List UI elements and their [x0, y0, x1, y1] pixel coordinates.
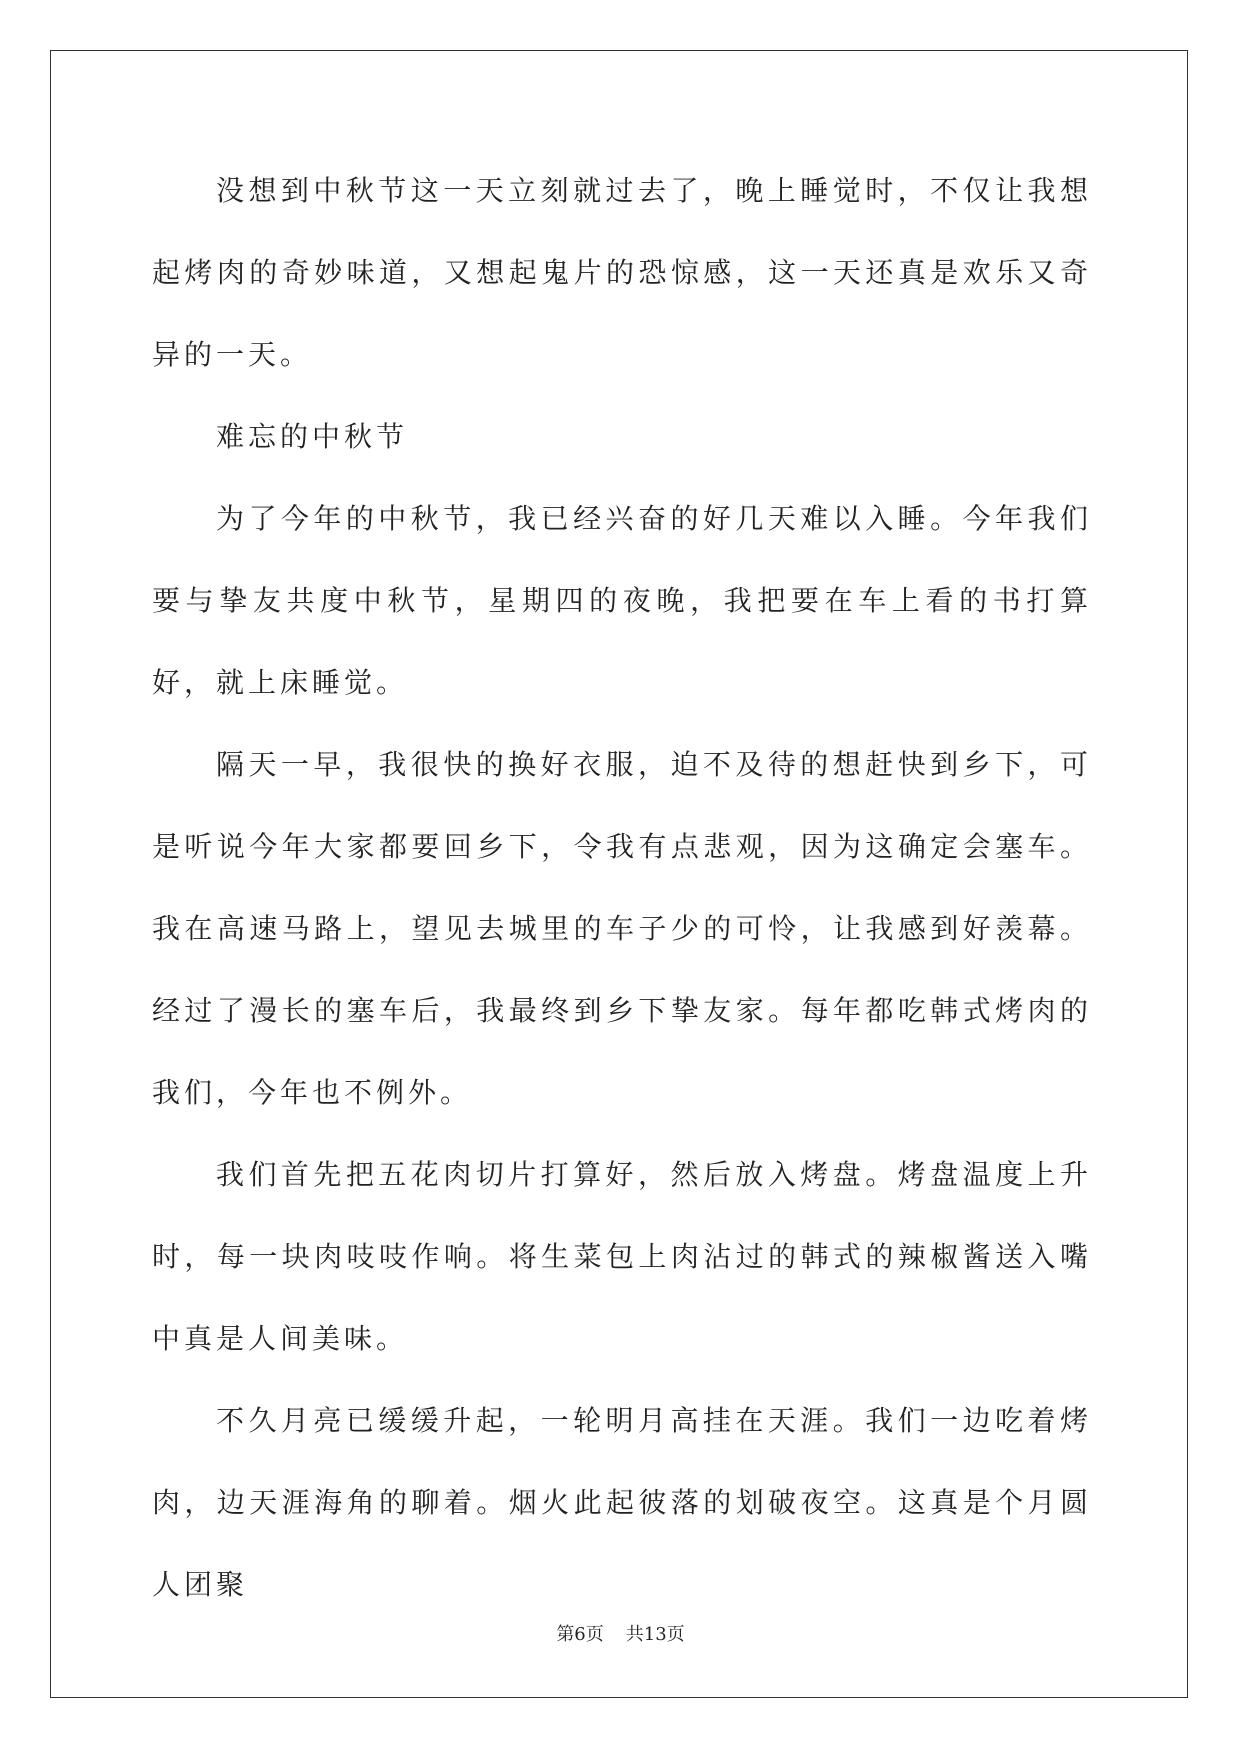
paragraph: 没想到中秋节这一天立刻就过去了，晚上睡觉时，不仅让我想起烤肉的奇妙味道，又想起鬼片的恐惊感，这一天还真是欢乐又奇异的一天。 — [152, 174, 1092, 371]
document-body — [152, 150, 1092, 1626]
page-total: 共13页 — [625, 1624, 685, 1645]
paragraph: 我们首先把五花肉切片打算好，然后放入烤盘。烤盘温度上升时，每一块肉吱吱作响。将生菜包上肉沾过的韩式的辣椒酱送入嘴中真是人间美味。 — [152, 1158, 1092, 1355]
paragraph: 为了今年的中秋节，我已经兴奋的好几天难以入睡。今年我们要与挚友共度中秋节，星期四的夜晚，我把要在车上看的书打算好，就上床睡觉。 — [152, 502, 1092, 699]
page-number: 第6页 — [556, 1624, 604, 1645]
paragraph: 隔天一早，我很快的换好衣服，迫不及待的想赶快到乡下，可是听说今年大家都要回乡下，令我有点悲观，因为这确定会塞车。我在高速马路上，望见去城里的车子少的可怜，让我感到好羡幕。经过了漫长的塞车后，我最终到乡下挚友家。每年都吃韩式烤肉的我们，今年也不例外。 — [152, 748, 1092, 1109]
page-footer — [0, 1620, 1241, 1646]
paragraph: 不久月亮已缓缓升起，一轮明月高挂在天涯。我们一边吃着烤肉，边天涯海角的聊着。烟火此起彼落的划破夜空。这真是个月圆人团聚 — [152, 1404, 1092, 1601]
section-title: 难忘的中秋节 — [216, 420, 409, 453]
